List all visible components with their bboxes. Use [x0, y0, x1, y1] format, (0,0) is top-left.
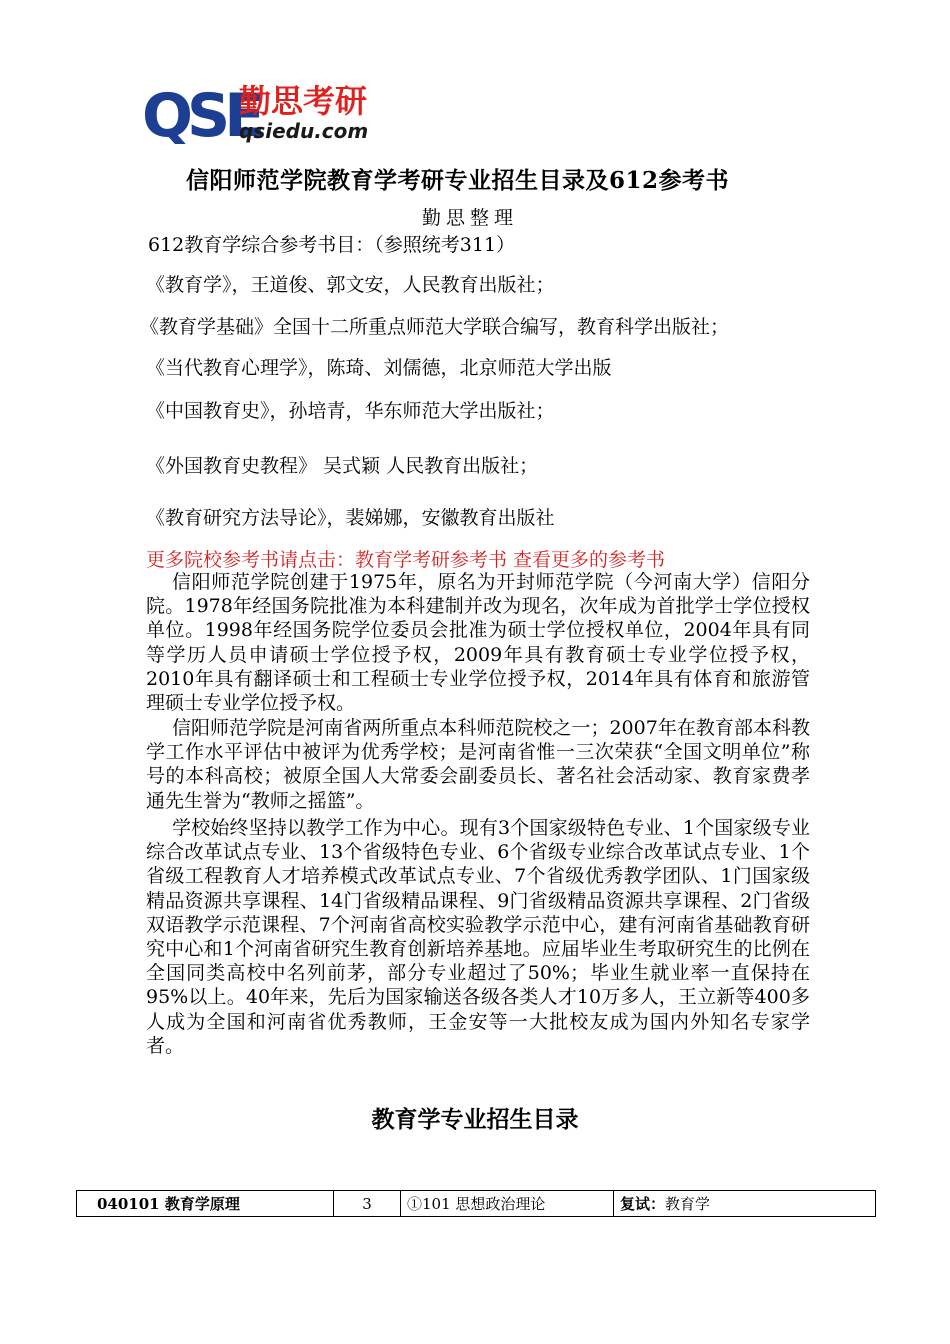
- retest-label: 复试：: [620, 1195, 666, 1213]
- document-title: 信阳师范学院教育学考研专业招生目录及612参考书: [185, 167, 729, 194]
- more-books-link[interactable]: 更多院校参考书请点击：教育学考研参考书 查看更多的参考书: [146, 549, 666, 571]
- book-item: 《教育学基础》全国十二所重点师范大学联合编写，教育科学出版社；: [140, 316, 730, 338]
- exam-cell: ①101 思想政治理论: [401, 1191, 614, 1217]
- booklist-heading: 612教育学综合参考书目：（参照统考311）: [148, 234, 516, 256]
- major-cell: 040101 教育学原理: [77, 1191, 334, 1217]
- book-item: 《教育研究方法导论》，裴娣娜，安徽教育出版社: [146, 507, 555, 529]
- book-item: 《当代教育心理学》，陈琦、刘儒德，北京师范大学出版: [146, 357, 612, 379]
- logo-brand: 勤思考研: [239, 82, 368, 120]
- book-item: 《教育学》，王道俊、郭文安，人民教育出版社；: [146, 274, 555, 296]
- intro-paragraph: 学校始终坚持以教学工作为中心。现有3个国家级特色专业、1个国家级专业综合改革试点专业、13个省级特色专业、6个省级专业综合改革试点专业、1个省级工程教育人才培养模式改革试点专业、7个省级优秀教学团队、1门国家级精品资源共享课程、14门省级精品课程、9门省级精品资源共享课程、2门省级双语教学示范课程、7个河南省高校实验教学示范中心，建有河南省基础教育研究中心和1个河南省研究生教育创新培养基地。应届毕业生考取研究生的比例在全国同类高校中名列前茅，部分专业超过了50%；毕业生就业率一直保持在95%以上。40年来，先后为国家输送各级各类人才10万多人，王立新等400多人成为全国和河南省优秀教师，王金安等一大批校友成为国内外知名专家学者。: [146, 817, 810, 1057]
- intro-paragraph: 信阳师范学院是河南省两所重点本科师范院校之一；2007年在教育部本科教学工作水平评估中被评为优秀学校；是河南省惟一三次荣获“全国文明单位”称号的本科高校；被原全国人大常委会副委员长、著名社会活动家、教育家费孝通先生誉为“教师之摇篮”。: [146, 717, 810, 812]
- intro-paragraph: 信阳师范学院创建于1975年，原名为开封师范学院（今河南大学）信阳分院。1978年经国务院批准为本科建制并改为现名，次年成为首批学士学位授权单位。1998年经国务院学位委员会批准为硕士学位授权单位，2004年具有同等学历人员申请硕士学位授予权，2009年具有教育硕士专业学位授予权，2010年具有翻译硕士和工程硕士专业学位授予权，2014年具有体育和旅游管理硕士专业学位授予权。: [146, 571, 810, 715]
- book-item: 《外国教育史教程》 吴式颖 人民教育出版社；: [146, 455, 539, 477]
- table-row: [77, 1191, 876, 1217]
- book-item: 《中国教育史》，孙培青，华东师范大学出版社；: [146, 400, 555, 422]
- retest-cell: [614, 1191, 876, 1217]
- document-subtitle: 勤思整理: [421, 207, 518, 229]
- count-cell: 3: [334, 1191, 401, 1217]
- logo-domain: qsiedu.com: [239, 119, 369, 143]
- logo-letters: QSE: [142, 81, 260, 144]
- admission-table: [76, 1190, 876, 1217]
- qse-logo: [142, 78, 412, 144]
- retest-value: 教育学: [665, 1195, 711, 1213]
- section-title: 教育学专业招生目录: [371, 1106, 579, 1133]
